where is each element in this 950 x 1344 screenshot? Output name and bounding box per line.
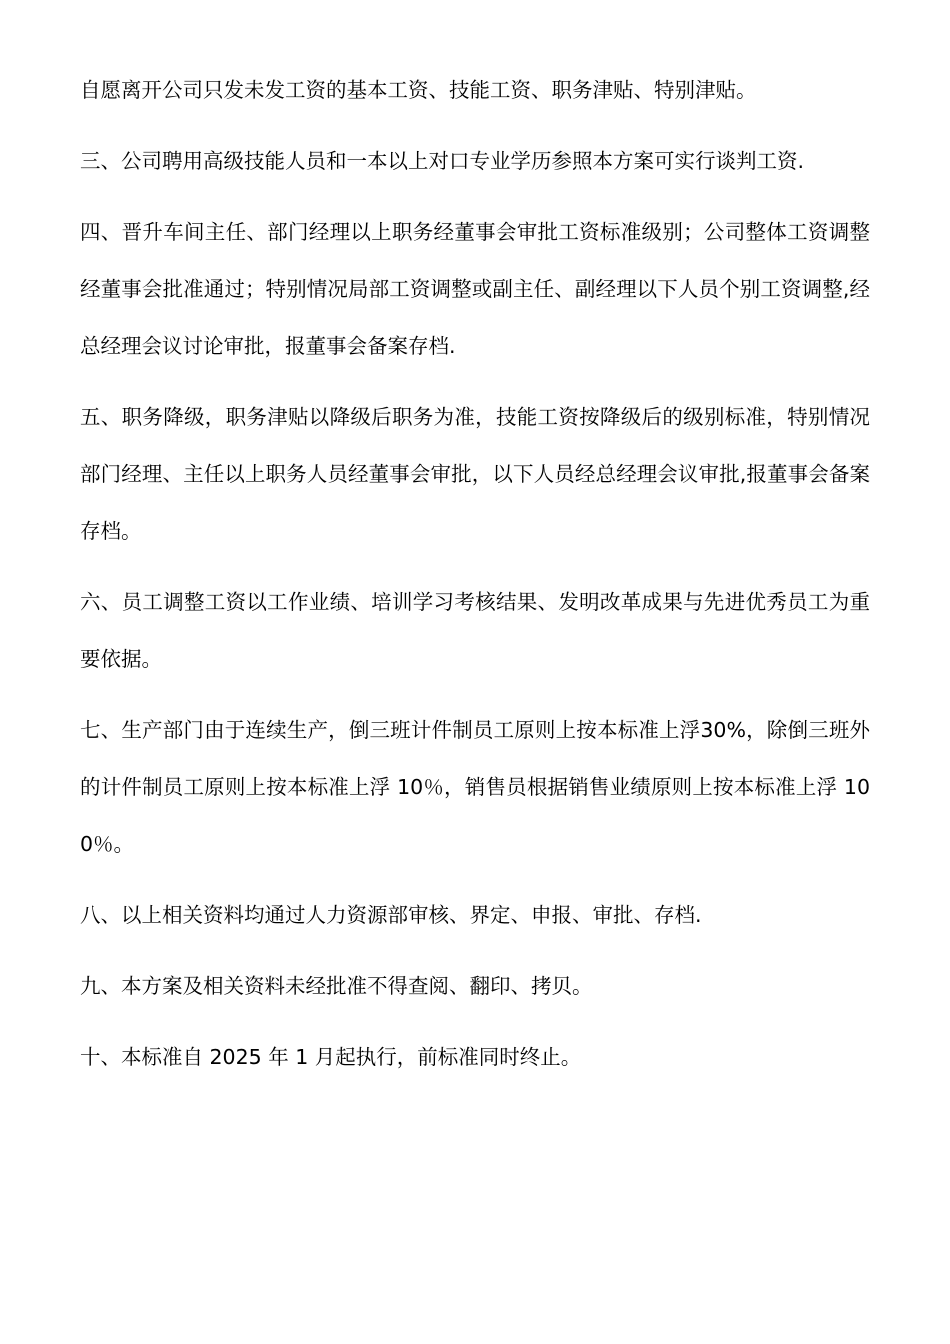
document-body [80,62,870,1100]
paragraph-item-9: 九、本方案及相关资料未经批准不得查阅、翻印、拷贝。 [80,974,593,998]
paragraph-item-10: 十、本标准自 2025 年 1 月起执行，前标准同时终止。 [80,1045,582,1069]
paragraph-item-4: 四、晋升车间主任、部门经理以上职务经董事会审批工资标准级别；公司整体工资调整经董事会批准通过；特别情况局部工资调整或副主任、副经理以下人员个别工资调整,经总经理会议讨论审批，报董事会备案存档. [80,220,870,358]
paragraph-item-7: 七、生产部门由于连续生产，倒三班计件制员工原则上按本标准上浮30%，除倒三班外的计件制员工原则上按本标准上浮 10％，销售员根据销售业绩原则上按本标准上浮 100％。 [80,718,870,856]
paragraph-item-8: 八、以上相关资料均通过人力资源部审核、界定、申报、审批、存档. [80,903,702,927]
paragraph-item-6: 六、员工调整工资以工作业绩、培训学习考核结果、发明改革成果与先进优秀员工为重要依据。 [80,590,870,671]
paragraph-item-5: 五、职务降级，职务津贴以降级后职务为准，技能工资按降级后的级别标准，特别情况部门经理、主任以上职务人员经董事会审批，以下人员经总经理会议审批,报董事会备案存档。 [80,405,870,543]
paragraph-item-3: 三、公司聘用高级技能人员和一本以上对口专业学历参照本方案可实行谈判工资. [80,149,805,173]
paragraph-continuation: 自愿离开公司只发未发工资的基本工资、技能工资、职务津贴、特别津贴。 [80,78,757,102]
